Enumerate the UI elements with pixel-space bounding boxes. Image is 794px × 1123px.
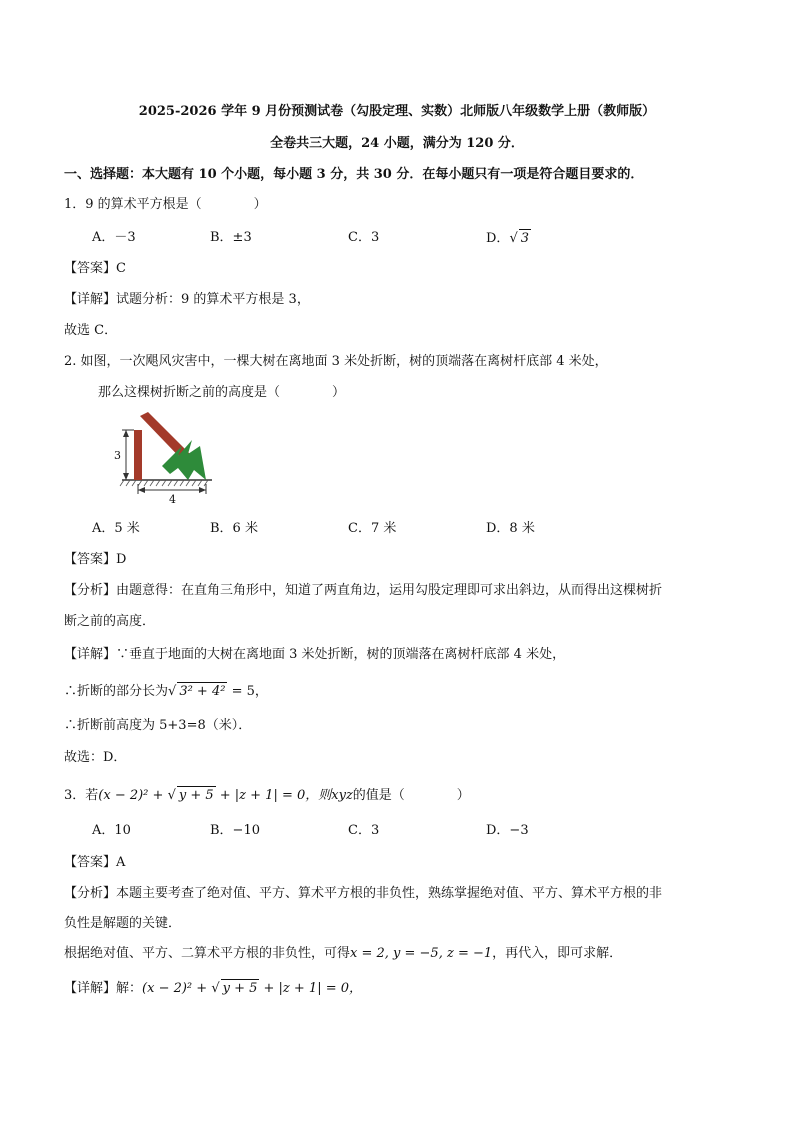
question-3-option-a: A．10 — [92, 823, 131, 838]
option-d-radicand: 3 — [520, 231, 530, 246]
question-2-option-c: C．7 米 — [348, 521, 397, 536]
question-3-analysis-line2: 负性是解题的关键． — [64, 916, 182, 931]
question-2-figure — [108, 410, 232, 506]
question-3-option-d: D．−3 — [486, 823, 529, 838]
question-2-option-a: A．5 米 — [92, 521, 140, 536]
document-title: 2025-2026 学年 9 月份预测试卷（勾股定理、实数）北师版八年级数学上册（教师版） — [138, 104, 656, 119]
figure-height-label: 3 — [114, 449, 121, 462]
question-1-option-c: C．3 — [348, 230, 380, 245]
question-2-choose: 故选：D． — [64, 750, 127, 765]
question-3-analysis-line1: 【分析】本题主要考查了绝对值、平方、算术平方根的非负性，熟练掌握绝对值、平方、算术平方根的非 — [64, 886, 663, 901]
question-3-stem: 3．若(x − 2)² + √ y + 5 + |z + 1| = 0，则xyz的值是（ ） — [64, 788, 470, 803]
question-1-choose: 故选 C． — [64, 323, 118, 338]
question-2-analysis-line1: 【分析】由题意得：在直角三角形中，知道了两直角边，运用勾股定理即可求出斜边，从而得出这棵树折 — [64, 583, 663, 598]
question-2-option-b: B．6 米 — [210, 521, 258, 536]
question-2-stem-line2: 那么这棵树折断之前的高度是（ ） — [98, 385, 346, 400]
question-1-detail: 【详解】试题分析：9 的算术平方根是 3， — [64, 292, 310, 307]
question-2-detail-line3: ∴折断前高度为 5+3=8（米）． — [64, 718, 252, 733]
question-2-detail-line2: ∴折断的部分长为√ 3² + 4² = 5， — [64, 684, 268, 699]
document-subtitle: 全卷共三大题，24 小题，满分为 120 分． — [270, 136, 524, 151]
radicand-3-4: 3² + 4² — [179, 684, 226, 699]
question-3-option-b: B．−10 — [210, 823, 260, 838]
question-1-answer: 【答案】C — [64, 261, 126, 276]
question-2-answer: 【答案】D — [64, 552, 127, 567]
tree-canopy — [162, 440, 206, 480]
question-3-detail: 【详解】解：(x − 2)² + √ y + 5 + |z + 1| = 0， — [64, 981, 363, 996]
tree-trunk — [134, 430, 142, 480]
question-3-analysis-line3: 根据绝对值、平方、二算术平方根的非负性，可得x = 2, y = −5, z = −1，再代入，即可求解． — [64, 946, 623, 961]
question-1-stem: 1．9 的算术平方根是（ ） — [64, 197, 267, 212]
figure-base-label: 4 — [169, 493, 176, 506]
radicand-y5: y + 5 — [178, 788, 214, 803]
question-2-detail-line1: 【详解】∵垂直于地面的大树在离地面 3 米处折断，树的顶端落在离树杆底部 4 米处， — [64, 647, 566, 662]
section-heading: 一、选择题：本大题有 10 个小题，每小题 3 分，共 30 分．在每小题只有一项是符合题目要求的． — [64, 167, 644, 182]
question-2-analysis-line2: 断之前的高度． — [64, 614, 156, 629]
question-3-option-c: C．3 — [348, 823, 380, 838]
radicand-y5-detail: y + 5 — [222, 981, 258, 996]
question-1-option-d: D．√ 3 — [486, 231, 530, 246]
question-3-answer: 【答案】A — [64, 855, 126, 870]
question-1-option-a: A．－3 — [92, 230, 136, 245]
question-2-stem-line1: 2. 如图，一次飓风灾害中，一棵大树在离地面 3 米处折断，树的顶端落在离树杆底部 4 米处， — [64, 354, 608, 369]
question-1-option-b: B．±3 — [210, 230, 252, 245]
question-2-option-d: D．8 米 — [486, 521, 535, 536]
